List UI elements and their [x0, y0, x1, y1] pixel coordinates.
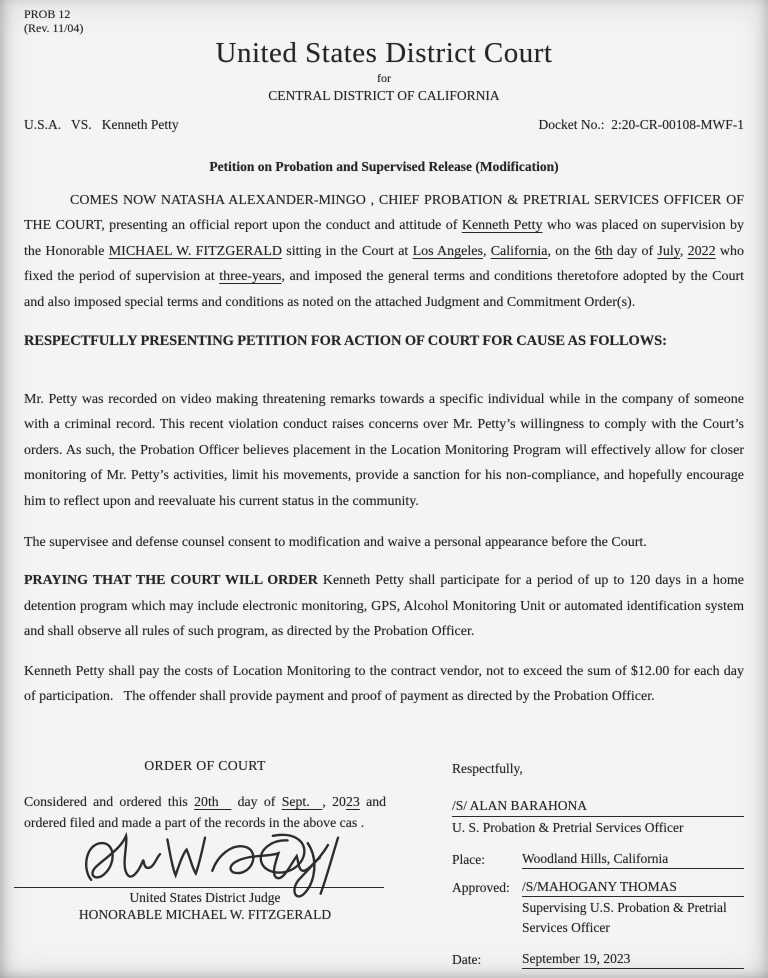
form-number: PROB 12: [24, 7, 71, 21]
date-label: Date:: [452, 951, 482, 967]
case-caption-line: [24, 117, 744, 133]
order-of-court-block: [24, 758, 386, 969]
approved-title-line2: Services Officer: [522, 919, 610, 935]
document-title: Petition on Probation and Supervised Release (Modification): [209, 159, 559, 174]
order-of-court-text: Considered and ordered this 20th day of Sept. , 2023 and ordered filed and made a part of the records in the above cas .: [24, 793, 386, 830]
approved-title-line1: Supervising U.S. Probation & Pretrial: [522, 899, 727, 915]
judge-title: United States District Judge: [129, 889, 281, 905]
salutation: Respectfully,: [452, 760, 523, 776]
court-title: United States District Court: [215, 37, 553, 69]
approved-label: Approved:: [452, 879, 510, 895]
order-of-court-heading: ORDER OF COURT: [144, 757, 266, 773]
judge-name: HONORABLE MICHAEL W. FITZGERALD: [78, 906, 332, 922]
docket-label: Docket No.:: [538, 117, 605, 132]
form-id-block: [24, 7, 744, 35]
district-name: CENTRAL DISTRICT OF CALIFORNIA: [268, 88, 500, 103]
place-label: Place:: [452, 851, 485, 867]
date-row: [452, 950, 744, 969]
approved-value: /S/MAHOGANY THOMAS: [522, 878, 744, 897]
paragraph-comes-now: COMES NOW NATASHA ALEXANDER-MINGO , CHIEF PROBATION & PRETRIAL SERVICES OFFICER OF THE COURT, presenting an official report upon the conduct and attitude of Kenneth Petty who was placed on supervision by the Honorable MICHAEL W. FITZGERALD sitting in the Court at Los Angeles, California, on the 6th day of July, 2022 who fixed the period of supervision at three-years, and imposed the general terms and conditions theretofore adopted by the Court and also imposed special terms and conditions as noted on the attached Judgment and Commitment Order(s).: [24, 193, 744, 310]
officer-title: U. S. Probation & Pretrial Services Officer: [452, 819, 684, 835]
paragraph-consent: The supervisee and defense counsel consent to modification and waive a personal appearance before the Court.: [24, 535, 647, 551]
cause-heading: RESPECTFULLY PRESENTING PETITION FOR ACTION OF COURT FOR CAUSE AS FOLLOWS:: [24, 333, 667, 350]
form-revision: (Rev. 11/04): [24, 21, 84, 35]
docket-number: 2:20-CR-00108-MWF-1: [611, 117, 744, 132]
court-for-label: for: [377, 71, 391, 85]
judge-signature-image: [66, 823, 366, 901]
place-row: [452, 850, 744, 869]
signature-section: [24, 758, 744, 969]
paragraph-praying: PRAYING THAT THE COURT WILL ORDER Kenneth Petty shall participate for a period of up to 120 days in a home detention program which may include electronic monitoring, GPS, Alcohol Monitoring Unit or automated identification system and shall observe all rules of such program, as directed by the Probation Officer.: [24, 573, 744, 640]
paragraph-cause: Mr. Petty was recorded on video making threatening remarks towards a specific individual while in the company of someone with a criminal record. This recent violation conduct raises concerns over Mr. Petty’s willingness to comply with the Court’s orders. As such, the Probation Officer believes placement in the Location Monitoring Program will effectively allow for closer monitoring of Mr. Petty’s activities, limit his movements, provide a sanction for his non-compliance, and hopefully encourage him to reflect upon and reevaluate his current status in the community.: [24, 392, 744, 509]
docket-caption: [539, 117, 744, 133]
place-value: Woodland Hills, California: [522, 850, 744, 869]
judge-signature-area: [24, 827, 386, 887]
parties-caption: U.S.A. VS. Kenneth Petty: [24, 117, 179, 132]
date-value: September 19, 2023: [522, 950, 744, 969]
approved-row: [452, 878, 744, 897]
officer-block: [452, 758, 744, 969]
officer-signature: /S/ ALAN BARAHONA: [452, 797, 744, 817]
paragraph-payment: Kenneth Petty shall pay the costs of Location Monitoring to the contract vendor, not to exceed the sum of $12.00 for each day of participation. The offender shall provide payment and proof of payment as directed by the Probation Officer.: [24, 663, 744, 705]
